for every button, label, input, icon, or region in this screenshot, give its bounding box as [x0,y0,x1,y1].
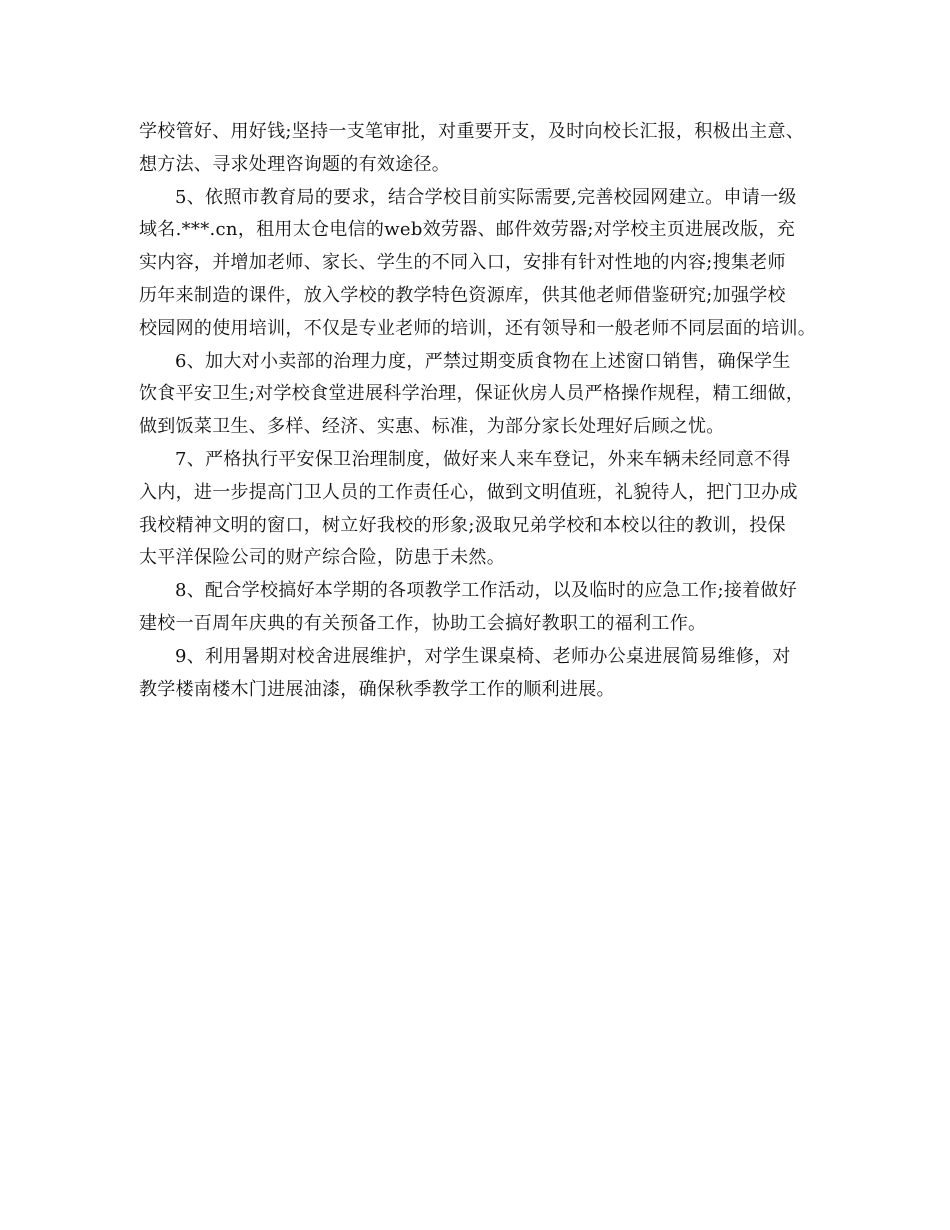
paragraph-9-start: 9、利用暑期对校舍进展维护，对学生课桌椅、老师办公桌进展简易维修，对 [175,645,791,667]
text-line: 入内，进一步提高门卫人员的工作责任心，做到文明值班，礼貌待人，把门卫办成 [139,481,798,503]
text-line: 太平洋保险公司的财产综合险，防患于未然。 [139,547,505,569]
paragraph-5-start: 5、依照市教育局的要求，结合学校目前实际需要,完善校园网建立。申请一级 [175,186,797,208]
paragraph-6-start: 6、加大对小卖部的治理力度，严禁过期变质食物在上述窗口销售，确保学生 [175,350,791,372]
paragraph-7-start: 7、严格执行平安保卫治理制度，做好来人来车登记，外来车辆未经同意不得 [175,448,791,470]
text-line: 教学楼南楼木门进展油漆，确保秋季教学工作的顺利进展。 [139,678,615,700]
text-line: 实内容，并增加老师、家长、学生的不同入口，安排有针对性地的内容;搜集老师 [139,252,786,274]
text-line: 想方法、寻求处理咨询题的有效途径。 [139,153,451,175]
text-line: 历年来制造的课件，放入学校的教学特色资源库，供其他老师借鉴研究;加强学校 [139,284,786,306]
text-line: 我校精神文明的窗口，树立好我校的形象;汲取兄弟学校和本校以往的教训，投保 [139,514,786,536]
text-line: 学校管好、用好钱;坚持一支笔审批，对重要开支，及时向校长汇报，积极出主意、 [139,121,805,142]
text-line: 域名.***.cn，租用太仓电信的web效劳器、邮件效劳器;对学校主页进展改版，充 [139,219,796,241]
text-line: 校园网的使用培训，不仅是专业老师的培训，还有领导和一般老师不同层面的培训。 [139,317,817,339]
paragraph-8-start: 8、配合学校搞好本学期的各项教学工作活动，以及临时的应急工作;接着做好 [175,580,798,602]
text-line: 做到饭菜卫生、多样、经济、实惠、标准，为部分家长处理好后顾之忧。 [139,416,725,438]
document-body [139,116,829,706]
text-line: 建校一百周年庆典的有关预备工作，协助工会搞好教职工的福利工作。 [139,612,707,634]
text-line: 饮食平安卫生;对学校食堂进展科学治理，保证伙房人员严格操作规程，精工细做， [139,383,805,405]
